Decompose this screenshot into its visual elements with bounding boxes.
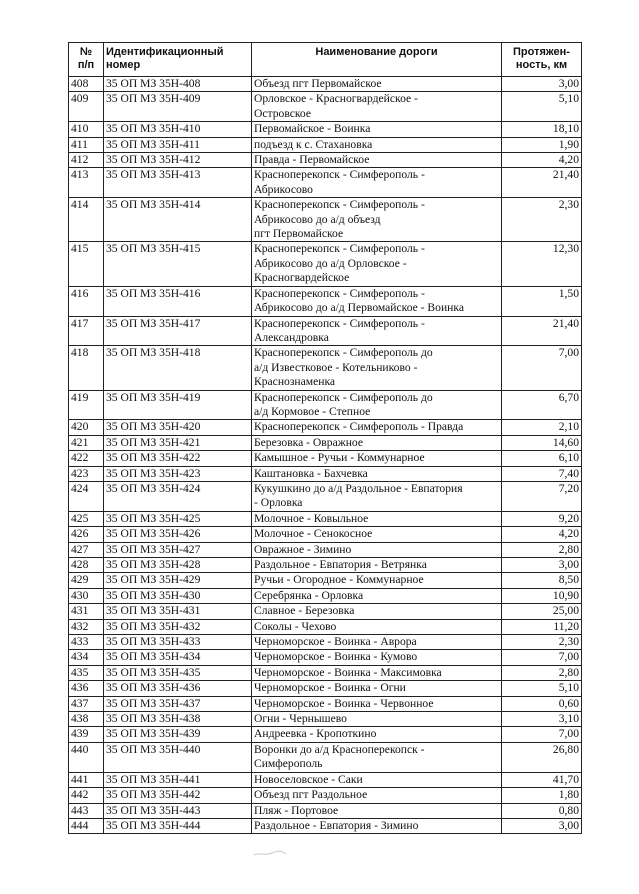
row-number: 420	[69, 420, 104, 435]
table-row	[69, 451, 582, 466]
row-identifier: 35 ОП МЗ 35Н-413	[104, 168, 252, 198]
row-number: 426	[69, 527, 104, 542]
row-length: 12,30	[502, 242, 582, 286]
row-number: 410	[69, 122, 104, 137]
row-identifier: 35 ОП МЗ 35Н-432	[104, 619, 252, 634]
table-row	[69, 742, 582, 772]
row-road-name: Андреевка - Кропоткино	[252, 727, 502, 742]
row-identifier: 35 ОП МЗ 35Н-424	[104, 481, 252, 511]
row-road-name: Березовка - Овражное	[252, 435, 502, 450]
table-row	[69, 466, 582, 481]
row-length: 7,00	[502, 650, 582, 665]
table-row	[69, 346, 582, 390]
row-number: 437	[69, 696, 104, 711]
row-length: 41,70	[502, 772, 582, 787]
table-row	[69, 168, 582, 198]
row-number: 425	[69, 511, 104, 526]
faint-mark	[252, 848, 288, 858]
row-length: 3,00	[502, 77, 582, 92]
row-number: 424	[69, 481, 104, 511]
row-identifier: 35 ОП МЗ 35Н-439	[104, 727, 252, 742]
row-length: 6,10	[502, 451, 582, 466]
row-number: 422	[69, 451, 104, 466]
row-number: 438	[69, 712, 104, 727]
table-row	[69, 573, 582, 588]
row-length: 8,50	[502, 573, 582, 588]
row-identifier: 35 ОП МЗ 35Н-429	[104, 573, 252, 588]
row-identifier: 35 ОП МЗ 35Н-434	[104, 650, 252, 665]
row-identifier: 35 ОП МЗ 35Н-418	[104, 346, 252, 390]
roads-table	[68, 42, 582, 834]
header-number: № п/п	[69, 43, 104, 77]
row-road-name: Огни - Чернышево	[252, 712, 502, 727]
table-row	[69, 242, 582, 286]
row-identifier: 35 ОП МЗ 35Н-435	[104, 665, 252, 680]
table-row	[69, 665, 582, 680]
row-identifier: 35 ОП МЗ 35Н-426	[104, 527, 252, 542]
table-row	[69, 435, 582, 450]
row-length: 5,10	[502, 681, 582, 696]
row-number: 443	[69, 803, 104, 818]
row-length: 6,70	[502, 390, 582, 420]
row-identifier: 35 ОП МЗ 35Н-437	[104, 696, 252, 711]
table-row	[69, 558, 582, 573]
row-length: 11,20	[502, 619, 582, 634]
table-row	[69, 511, 582, 526]
table-row	[69, 122, 582, 137]
row-identifier: 35 ОП МЗ 35Н-421	[104, 435, 252, 450]
row-identifier: 35 ОП МЗ 35Н-411	[104, 137, 252, 152]
table-row	[69, 198, 582, 242]
row-number: 417	[69, 316, 104, 346]
row-road-name: Правда - Первомайское	[252, 153, 502, 168]
row-road-name: Красноперекопск - Симферополь - Абрикосово до а/д Орловское - Красногвардейское	[252, 242, 502, 286]
row-identifier: 35 ОП МЗ 35Н-415	[104, 242, 252, 286]
table-row	[69, 696, 582, 711]
row-length: 2,30	[502, 198, 582, 242]
table-row	[69, 604, 582, 619]
table-row	[69, 77, 582, 92]
row-number: 423	[69, 466, 104, 481]
table-row	[69, 481, 582, 511]
row-length: 10,90	[502, 588, 582, 603]
row-identifier: 35 ОП МЗ 35Н-409	[104, 92, 252, 122]
row-length: 26,80	[502, 742, 582, 772]
row-identifier: 35 ОП МЗ 35Н-425	[104, 511, 252, 526]
row-identifier: 35 ОП МЗ 35Н-419	[104, 390, 252, 420]
table-row	[69, 542, 582, 557]
row-road-name: Камышное - Ручьи - Коммунарное	[252, 451, 502, 466]
row-length: 9,20	[502, 511, 582, 526]
row-length: 2,80	[502, 665, 582, 680]
table-row	[69, 153, 582, 168]
row-length: 5,10	[502, 92, 582, 122]
row-identifier: 35 ОП МЗ 35Н-420	[104, 420, 252, 435]
row-length: 7,20	[502, 481, 582, 511]
row-length: 25,00	[502, 604, 582, 619]
row-number: 436	[69, 681, 104, 696]
row-length: 14,60	[502, 435, 582, 450]
row-road-name: Раздольное - Евпатория - Зимино	[252, 818, 502, 833]
header-length: Протяжен- ность, км	[502, 43, 582, 77]
row-road-name: Ручьи - Огородное - Коммунарное	[252, 573, 502, 588]
row-length: 1,90	[502, 137, 582, 152]
row-length: 3,10	[502, 712, 582, 727]
row-number: 421	[69, 435, 104, 450]
row-road-name: Молочное - Сенокосное	[252, 527, 502, 542]
row-length: 2,80	[502, 542, 582, 557]
row-road-name: Объезд пгт Раздольное	[252, 788, 502, 803]
row-road-name: Объезд пгт Первомайское	[252, 77, 502, 92]
row-road-name: Красноперекопск - Симферополь до а/д Известковое - Котельниково - Краснознаменка	[252, 346, 502, 390]
row-road-name: Молочное - Ковыльное	[252, 511, 502, 526]
table-row	[69, 635, 582, 650]
row-identifier: 35 ОП МЗ 35Н-442	[104, 788, 252, 803]
row-road-name: Овражное - Зимино	[252, 542, 502, 557]
row-number: 413	[69, 168, 104, 198]
row-length: 4,20	[502, 527, 582, 542]
table-row	[69, 420, 582, 435]
row-road-name: Черноморское - Воинка - Максимовка	[252, 665, 502, 680]
row-road-name: Черноморское - Воинка - Червонное	[252, 696, 502, 711]
row-identifier: 35 ОП МЗ 35Н-412	[104, 153, 252, 168]
header-road-name: Наименование дороги	[252, 43, 502, 77]
row-length: 4,20	[502, 153, 582, 168]
row-road-name: Раздольное - Евпатория - Ветрянка	[252, 558, 502, 573]
row-road-name: Черноморское - Воинка - Кумово	[252, 650, 502, 665]
row-identifier: 35 ОП МЗ 35Н-443	[104, 803, 252, 818]
row-identifier: 35 ОП МЗ 35Н-414	[104, 198, 252, 242]
row-length: 2,30	[502, 635, 582, 650]
row-identifier: 35 ОП МЗ 35Н-440	[104, 742, 252, 772]
row-length: 7,00	[502, 346, 582, 390]
row-number: 442	[69, 788, 104, 803]
row-length: 3,00	[502, 558, 582, 573]
table-row	[69, 727, 582, 742]
table-row	[69, 137, 582, 152]
row-identifier: 35 ОП МЗ 35Н-408	[104, 77, 252, 92]
row-length: 0,80	[502, 803, 582, 818]
table-row	[69, 390, 582, 420]
row-identifier: 35 ОП МЗ 35Н-428	[104, 558, 252, 573]
row-identifier: 35 ОП МЗ 35Н-433	[104, 635, 252, 650]
row-number: 411	[69, 137, 104, 152]
row-length: 1,80	[502, 788, 582, 803]
row-number: 414	[69, 198, 104, 242]
row-number: 412	[69, 153, 104, 168]
table-row	[69, 818, 582, 833]
table-row	[69, 650, 582, 665]
row-number: 416	[69, 286, 104, 316]
table-row	[69, 803, 582, 818]
row-length: 7,40	[502, 466, 582, 481]
row-number: 415	[69, 242, 104, 286]
row-road-name: Серебрянка - Орловка	[252, 588, 502, 603]
row-length: 7,00	[502, 727, 582, 742]
row-road-name: подъезд к с. Стахановка	[252, 137, 502, 152]
row-number: 439	[69, 727, 104, 742]
row-length: 2,10	[502, 420, 582, 435]
row-number: 427	[69, 542, 104, 557]
row-identifier: 35 ОП МЗ 35Н-410	[104, 122, 252, 137]
row-identifier: 35 ОП МЗ 35Н-431	[104, 604, 252, 619]
table-row	[69, 316, 582, 346]
row-number: 434	[69, 650, 104, 665]
row-road-name: Новоселовское - Саки	[252, 772, 502, 787]
row-road-name: Каштановка - Бахчевка	[252, 466, 502, 481]
row-length: 21,40	[502, 316, 582, 346]
row-identifier: 35 ОП МЗ 35Н-436	[104, 681, 252, 696]
row-road-name: Славное - Березовка	[252, 604, 502, 619]
table-row	[69, 619, 582, 634]
row-number: 418	[69, 346, 104, 390]
row-number: 429	[69, 573, 104, 588]
row-length: 18,10	[502, 122, 582, 137]
table-row	[69, 681, 582, 696]
header-identifier: Идентификационный номер	[104, 43, 252, 77]
row-number: 432	[69, 619, 104, 634]
row-road-name: Кукушкино до а/д Раздольное - Евпатория - Орловка	[252, 481, 502, 511]
table-row	[69, 286, 582, 316]
row-road-name: Красноперекопск - Симферополь - Правда	[252, 420, 502, 435]
row-identifier: 35 ОП МЗ 35Н-427	[104, 542, 252, 557]
table-row	[69, 772, 582, 787]
table-row	[69, 788, 582, 803]
row-number: 409	[69, 92, 104, 122]
row-road-name: Первомайское - Воинка	[252, 122, 502, 137]
row-number: 441	[69, 772, 104, 787]
row-road-name: Пляж - Портовое	[252, 803, 502, 818]
row-number: 419	[69, 390, 104, 420]
row-identifier: 35 ОП МЗ 35Н-422	[104, 451, 252, 466]
row-identifier: 35 ОП МЗ 35Н-444	[104, 818, 252, 833]
row-number: 440	[69, 742, 104, 772]
row-road-name: Соколы - Чехово	[252, 619, 502, 634]
row-identifier: 35 ОП МЗ 35Н-438	[104, 712, 252, 727]
table-body	[69, 77, 582, 834]
row-length: 0,60	[502, 696, 582, 711]
table-header-row	[69, 43, 582, 77]
row-number: 408	[69, 77, 104, 92]
row-road-name: Воронки до а/д Красноперекопск - Симферополь	[252, 742, 502, 772]
row-identifier: 35 ОП МЗ 35Н-423	[104, 466, 252, 481]
row-road-name: Орловское - Красногвардейское - Островское	[252, 92, 502, 122]
row-road-name: Красноперекопск - Симферополь - Александровка	[252, 316, 502, 346]
table-row	[69, 527, 582, 542]
row-identifier: 35 ОП МЗ 35Н-416	[104, 286, 252, 316]
row-road-name: Красноперекопск - Симферополь до а/д Кормовое - Степное	[252, 390, 502, 420]
table-row	[69, 92, 582, 122]
row-identifier: 35 ОП МЗ 35Н-441	[104, 772, 252, 787]
table-row	[69, 712, 582, 727]
row-road-name: Черноморское - Воинка - Огни	[252, 681, 502, 696]
table-row	[69, 588, 582, 603]
row-identifier: 35 ОП МЗ 35Н-430	[104, 588, 252, 603]
row-number: 428	[69, 558, 104, 573]
row-road-name: Черноморское - Воинка - Аврора	[252, 635, 502, 650]
row-number: 433	[69, 635, 104, 650]
row-length: 3,00	[502, 818, 582, 833]
row-identifier: 35 ОП МЗ 35Н-417	[104, 316, 252, 346]
row-length: 21,40	[502, 168, 582, 198]
row-number: 430	[69, 588, 104, 603]
row-number: 435	[69, 665, 104, 680]
row-road-name: Красноперекопск - Симферополь - Абрикосово до а/д Первомайское - Воинка	[252, 286, 502, 316]
row-number: 431	[69, 604, 104, 619]
row-length: 1,50	[502, 286, 582, 316]
row-road-name: Красноперекопск - Симферополь - Абрикосово до а/д объезд пгт Первомайское	[252, 198, 502, 242]
row-number: 444	[69, 818, 104, 833]
row-road-name: Красноперекопск - Симферополь - Абрикосово	[252, 168, 502, 198]
